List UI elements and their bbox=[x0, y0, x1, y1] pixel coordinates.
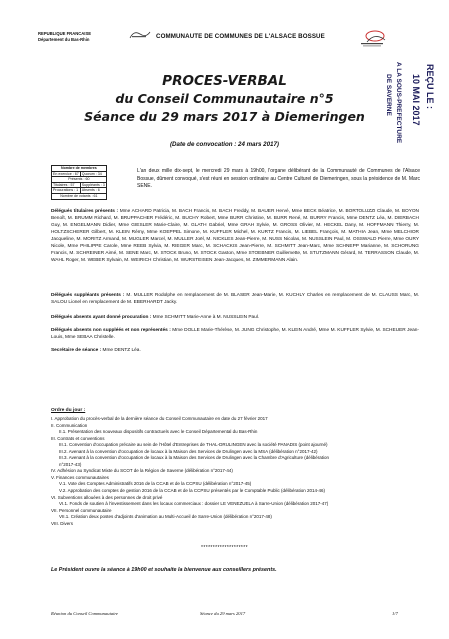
members-cell: Présents : 60 bbox=[52, 177, 107, 183]
stamp-date: 10 MAI 2017 bbox=[411, 74, 421, 126]
header-left bbox=[38, 31, 91, 42]
convocation-date: (Date de convocation : 24 mars 2017) bbox=[169, 141, 279, 148]
agenda-item: III.3. Avenant à la convention d'occupation de locaux à la Maison des Services de Drulingen avec la Chambre d'Agriculture (délibération bbox=[59, 455, 330, 461]
members-header: Nombre de membres bbox=[52, 166, 107, 172]
members-cell: Nombre de votants : 61 bbox=[52, 193, 107, 199]
agenda-list bbox=[51, 416, 421, 527]
stamp-prefecture: A LA SOUS-PREFECTURE bbox=[395, 62, 402, 144]
community-name: COMMUNAUTE DE COMMUNES DE L'ALSACE BOSSUE bbox=[156, 33, 325, 40]
agenda-item: II.1. Présentation des nouveaux dispositifs contractuels avec le Conseil Départemental du Bas-Rhin bbox=[59, 429, 258, 435]
agenda-item: III.1. Convention d'occupation précaire au sein de l'Hôtel d'Entreprises de THAL-DRULINGEN avec la société PANADIS (point ajourné) bbox=[59, 442, 328, 448]
footer-page-number: 1/7 bbox=[392, 611, 398, 616]
members-cell: Procurations : 1 bbox=[52, 188, 81, 194]
title-line-2: du Conseil Communautaire n°5 bbox=[115, 91, 334, 106]
agenda-item: V.2. Approbation des comptes de gestion 2016 de la CCAB et de la CCPSU présentés par le Comptable Public (délibération 2014-46) bbox=[59, 488, 325, 494]
members-cell: Suppléants : 3 bbox=[81, 182, 105, 187]
agenda-item: I. Approbation du procès-verbal de la dernière séance du Conseil Communautaire en date du 27 février 2017 bbox=[51, 416, 268, 421]
agenda-item: II. Communication bbox=[51, 422, 88, 428]
members-cell: Quorum : 34 bbox=[80, 171, 106, 177]
paragraph-text: Mme ACHARD Patricia, M. BACH Francis, M. BACH Freddy, M. BAUER Hervé, Mme BECK Béatrice, M. BORTOLUZZI Claude, M. BOYON Benoît, M. BRUMM Richard, M. BRUPPACHER Frédéric, M. BUCHY Robert, Mme BURR Christine, M. BURR René, M. BURRY Francis, Mme DENTZ Léa, M. DIERBACH Guy, M. ENGELMANN Didier, Mme GIESLER Marie-Claire, M. GLATH Gabriel, Mme GRAH Sylvie, M. GROSS Olivier, M. HECKEL Dany, M. HOFFMANN Thierry, M. HOLTZSCHERER Gilbert, M. KLEIN Rémy, Mme KOEPPEL Simone, M. KUFFLER Michel, M. KURTZ Francis, M. LIEBEL François, M. MATHIA Jean, Mme MELCHIOR Jacqueline, M. MORITZ Armand, M. MUGLER Marcel, M. MULLER Joël, M. NICKLES Jean-Pierre, M. NUSS Nicolas, M. NUSSLEIN Paul, M. OSSWALD Pierre, Mme OURY Nicole, Mme PHILIPPE Carole, Mme REEB Sylvia, M. RIEGER Marc, M. SCHACKIS Jean-Pierre, M. SCHMITT Jean-Marc, Mme SCHNEPP Marianne, M. SCHORUNG Francis, M. SCHREINER Aimé, M. SENE Marc, M. STOCK Bruno, M. STOCK Gaston, Mme STOEBNER Guillemette, M. STUTZMANN Gérard, M. TERRASSON Claude, M. WAHL Roger, M. WEBER Sylvain, M. WEIRICH Christian, M. WURSTEISEN Jean-Jacques, M. ZIMMERMANN Alain. bbox=[51, 209, 419, 263]
paragraph-text: Mme DENTZ Léa. bbox=[101, 348, 141, 353]
footer-center: Séance du 29 mars 2017 bbox=[200, 611, 246, 616]
paragraph-label: Délégués absents non suppléés et non représentés : bbox=[51, 328, 171, 333]
secretaire-paragraph bbox=[51, 347, 419, 354]
paragraph-label: Délégués suppléants présents : bbox=[51, 293, 125, 298]
department-label: Département du Bas-Rhin bbox=[38, 36, 90, 42]
title-line-3: Séance du 29 mars 2017 à Diemeringen bbox=[84, 109, 365, 124]
suppleants-paragraph bbox=[51, 292, 419, 306]
members-cell: Absents : 6 bbox=[80, 188, 106, 194]
footer-left: Réunion du Conseil Communautaire bbox=[51, 611, 119, 616]
paragraph-label: Délégués absents ayant donné procuration : bbox=[51, 315, 152, 320]
paragraph-text: M. MULLER Rodolphe en remplacement de M. BLASER Jean-Marie, M. KUCHLY Charles en remplacement de M. CLAUSS Marc, M. SALOU Lionel en remplacement de M. EBERHARDT Jacky. bbox=[51, 293, 419, 305]
paragraph-text: Mme SCHMITT Marie-Anne à M. NUSSLEIN Paul. bbox=[151, 315, 260, 320]
paragraph-label: Secrétaire de séance : bbox=[51, 348, 102, 353]
absents-paragraph bbox=[51, 327, 419, 341]
intro-paragraph: L'an deux mille dix-sept, le mercredi 29 mars à 19h00, l'organe délibérant de la Communauté de Communes de l'Alsace Bossue, dûment convoqué, s'est réuni en session ordinaire au Centre Culturel de Diemeringen, sous la présidence de M. Marc SENE. bbox=[137, 168, 420, 190]
titulaires-paragraph bbox=[51, 208, 419, 264]
members-cell: Titulaires : 57 bbox=[52, 182, 81, 188]
republic-label: REPUBLIQUE FRANCAISE bbox=[38, 31, 92, 36]
agenda-title: Ordre du jour : bbox=[51, 408, 86, 413]
agenda-item: VIII. Divers bbox=[51, 520, 74, 526]
members-table bbox=[51, 165, 127, 200]
procuration-paragraph bbox=[51, 314, 419, 321]
community-logo-small bbox=[128, 28, 152, 40]
stamp-recu: REÇU LE : bbox=[425, 64, 435, 109]
bas-rhin-logo bbox=[355, 26, 391, 50]
closing-sentence: Le Président ouvre la séance à 19h00 et souhaite la bienvenue aux conseillers présents. bbox=[51, 567, 277, 573]
separator-stars: ******************** bbox=[201, 545, 248, 551]
agenda-item: VI.1. Fonds de soutien à l'investissement dans les locaux commerciaux : dossier LE VENEZUELA à Sarre-Union (délibération 2017-47) bbox=[59, 501, 329, 507]
agenda-item: VII.1. Création deux postes d'adjoints d'animation au Multi-Accueil de Sarre-Union (délibération n°2017-48) bbox=[59, 514, 272, 520]
agenda-item: VII. Personnel communautaire bbox=[51, 507, 112, 513]
agenda-item: V. Finances communautaires bbox=[51, 474, 109, 480]
agenda-item: VI. Subventions allouées à des personnes de droit privé bbox=[51, 494, 163, 500]
members-cell: En exercice : 67 bbox=[53, 171, 79, 176]
agenda-item: IV. Adhésion au Syndicat Mixte du SCOT de la Région de Saverne (délibération n°2017-44) bbox=[51, 468, 233, 474]
paragraph-text: Mme DOLLE Marie-Thérèse, M. JUNG Christophe, M. KLEIN André, Mme M. KUFFLER Sylvie, M. SCHEUER Jean-Louis, Mme SEBAA Christelle. bbox=[51, 328, 419, 340]
agenda-item: III. Contrats et conventions bbox=[51, 435, 105, 441]
stamp-saverne: DE SAVERNE bbox=[385, 74, 392, 116]
paragraph-label: Délégués titulaires présents : bbox=[51, 209, 119, 214]
agenda-item: n°2017-43) bbox=[59, 461, 82, 467]
title-line-1: PROCES-VERBAL bbox=[162, 73, 287, 89]
agenda-item: III.2. Avenant à la convention d'occupation de locaux à la Maison des Services de Drulingen avec la MSA (délibération n°2017-42) bbox=[59, 448, 318, 454]
agenda-item: V.1. Vote des Comptes Administratifs 2016 de la CCAB et de la CCPSU (délibération n°2017-45) bbox=[59, 481, 252, 487]
